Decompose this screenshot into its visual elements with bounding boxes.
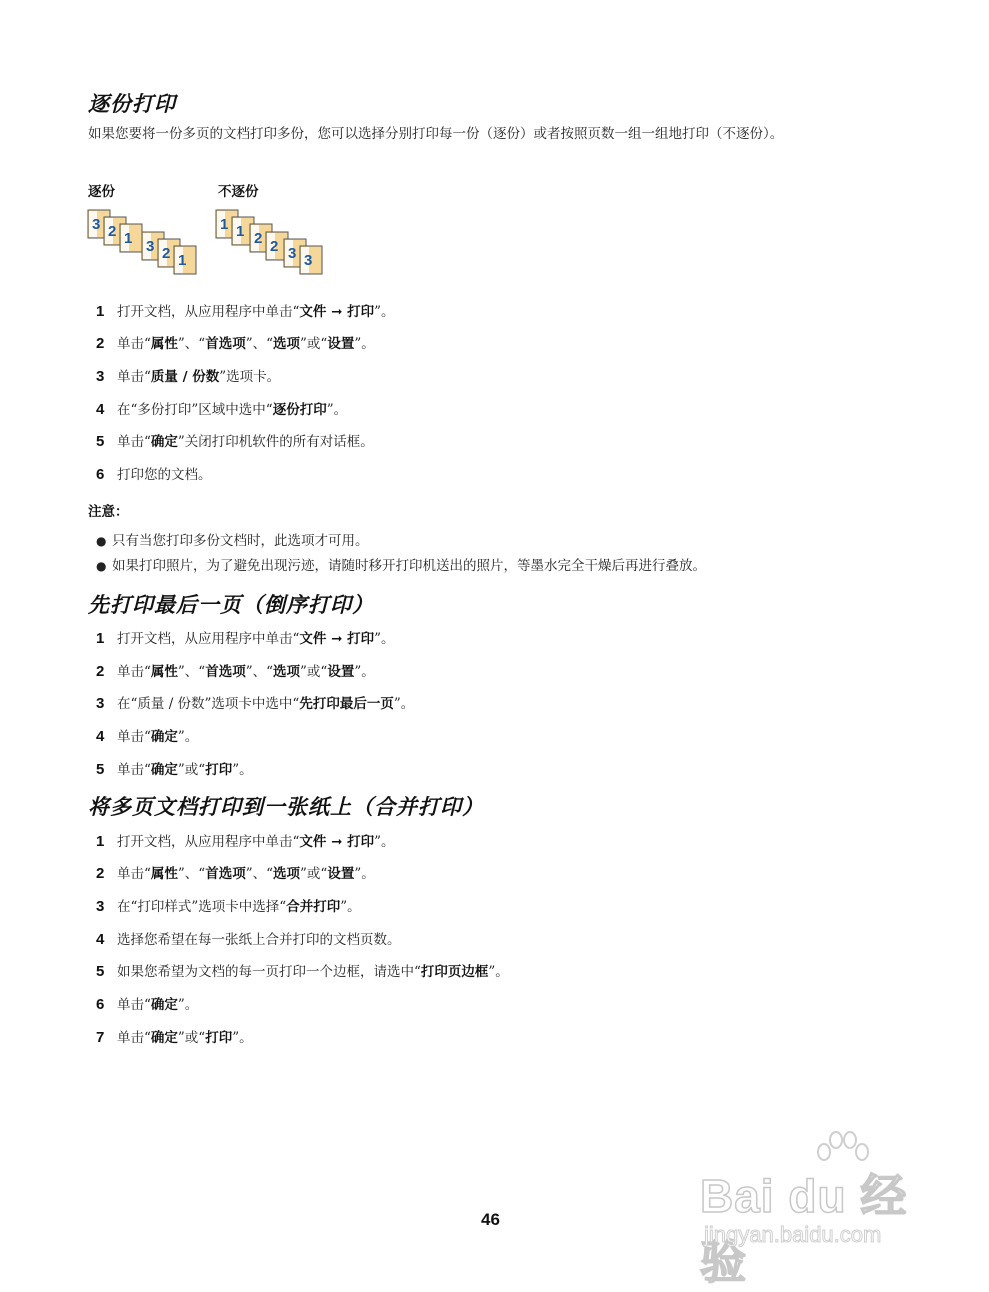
step-text-part: ”。 <box>374 834 395 850</box>
step-text-part: ”关闭打印机软件的所有对话框。 <box>177 434 374 450</box>
step-number: 3 <box>96 898 105 915</box>
step-text <box>117 932 401 948</box>
section-intro-collate: 如果您要将一份多页的文档打印多份，您可以选择分别打印每一份（逐份）或者按照页数一组一组地打印（不逐份）。 <box>88 126 784 142</box>
step-item <box>96 758 253 780</box>
step-text <box>117 336 375 352</box>
step-text-part: ”。 <box>232 1030 253 1046</box>
step-text <box>117 997 198 1013</box>
note-item: ● 只有当您打印多份文档时，此选项才可用。 <box>96 533 369 549</box>
page-digit: 3 <box>304 252 313 269</box>
step-keyword: 属性 <box>150 336 178 352</box>
step-text <box>117 1030 253 1046</box>
step-keyword: 确定 <box>150 1030 178 1046</box>
page-digit: 3 <box>288 245 297 262</box>
step-number: 1 <box>96 630 105 647</box>
step-keyword: 逐份打印 <box>272 402 327 418</box>
uncollated-pages-illustration <box>214 205 339 275</box>
page-sheet-icon <box>120 224 142 252</box>
step-keyword: 选项 <box>273 866 301 882</box>
step-text-part: ”、“ <box>177 866 206 882</box>
step-item <box>96 960 509 982</box>
step-item <box>96 895 361 917</box>
step-keyword: 设置 <box>327 664 355 680</box>
step-item <box>96 365 280 387</box>
note-title: 注意： <box>88 504 129 520</box>
step-text-part: 打开文档，从应用程序中单击“ <box>117 631 300 647</box>
step-number: 3 <box>96 695 105 712</box>
step-text <box>117 729 198 745</box>
step-text-part: 打开文档，从应用程序中单击“ <box>117 834 300 850</box>
collated-pages-illustration <box>86 205 211 275</box>
step-item <box>96 1026 253 1048</box>
bullet-icon: ● <box>96 559 107 573</box>
step-keyword: 确定 <box>150 434 178 450</box>
step-keyword: 先打印最后一页 <box>299 696 394 712</box>
step-text-part: ”。 <box>354 336 375 352</box>
page-digit: 1 <box>178 252 187 269</box>
step-number: 4 <box>96 728 105 745</box>
step-text <box>117 696 414 712</box>
section-title-reverse: 先打印最后一页（倒序打印） <box>88 593 374 617</box>
step-text <box>117 664 375 680</box>
watermark-brand: Bai du 经验 <box>700 1170 908 1288</box>
step-text-part: ”、“ <box>177 664 206 680</box>
step-number: 4 <box>96 401 105 418</box>
section-title-collate: 逐份打印 <box>88 92 176 116</box>
step-text-part: 单击“ <box>117 1030 151 1046</box>
step-text-part: ”。 <box>393 696 415 712</box>
step-text-part: 单击“ <box>117 434 151 450</box>
step-keyword: 选项 <box>273 336 301 352</box>
step-text-part: ”、“ <box>245 336 274 352</box>
page-digit: 2 <box>162 245 171 262</box>
step-keyword: 确定 <box>150 997 178 1013</box>
watermark-url: jingyan.baidu.com <box>704 1222 882 1247</box>
step-keyword: 首选项 <box>205 866 246 882</box>
page-sheet-icon <box>300 246 322 274</box>
section-title-nup: 将多页文档打印到一张纸上（合并打印） <box>88 795 484 819</box>
step-keyword: 首选项 <box>205 664 246 680</box>
step-text-part: 如果您希望为文档的每一页打印一个边框，请选中“ <box>117 964 421 980</box>
step-item <box>96 993 198 1015</box>
figure-label-uncollated: 不逐份 <box>218 184 259 200</box>
step-text-part: 在“质量 / 份数”选项卡中选中“ <box>117 696 300 712</box>
page-digit: 2 <box>270 238 279 255</box>
page-digit: 3 <box>92 216 101 233</box>
step-text-part: ”或“ <box>300 664 328 680</box>
step-item <box>96 463 212 485</box>
step-item <box>96 332 375 354</box>
bullet-icon: ● <box>96 534 107 548</box>
step-number: 7 <box>96 1029 105 1046</box>
step-item <box>96 430 374 452</box>
step-keyword: 属性 <box>150 866 178 882</box>
step-text <box>117 866 375 882</box>
step-text <box>117 304 395 320</box>
page-digit: 2 <box>254 230 263 247</box>
step-number: 6 <box>96 466 105 483</box>
step-text-part: ”。 <box>354 664 375 680</box>
step-number: 2 <box>96 335 105 352</box>
step-text-part: ”。 <box>340 899 361 915</box>
step-text-part: ”、“ <box>245 664 274 680</box>
step-item <box>96 692 414 714</box>
step-text-part: 单击“ <box>117 369 151 385</box>
step-number: 1 <box>96 833 105 850</box>
step-text-part: ”。 <box>374 631 395 647</box>
step-keyword: 确定 <box>150 762 178 778</box>
figure-label-collated: 逐份 <box>88 184 115 200</box>
step-text-part: ”、“ <box>245 866 274 882</box>
step-number: 5 <box>96 433 105 450</box>
step-item <box>96 660 375 682</box>
step-text <box>117 434 374 450</box>
step-text-part: ”或“ <box>177 1030 206 1046</box>
step-text <box>117 631 395 647</box>
step-keyword: 合并打印 <box>286 899 341 915</box>
step-keyword: 设置 <box>327 336 355 352</box>
step-keyword: 设置 <box>327 866 355 882</box>
step-item <box>96 830 395 852</box>
step-text-part: ”。 <box>354 866 375 882</box>
step-text-part: 单击“ <box>117 997 151 1013</box>
step-text-part: ”。 <box>177 729 199 745</box>
step-text-part: ”选项卡。 <box>219 369 281 385</box>
step-keyword: 打印 <box>205 1030 233 1046</box>
step-text-part: ”或“ <box>300 866 328 882</box>
step-text <box>117 762 253 778</box>
page-number: 46 <box>481 1210 500 1229</box>
step-text <box>117 899 361 915</box>
step-text-part: ”或“ <box>177 762 206 778</box>
step-keyword: 选项 <box>273 664 301 680</box>
step-text-part: 单击“ <box>117 336 151 352</box>
step-text-part: 打开文档，从应用程序中单击“ <box>117 304 300 320</box>
step-item <box>96 725 198 747</box>
step-text-part: 单击“ <box>117 762 151 778</box>
step-text-part: ”。 <box>326 402 348 418</box>
step-number: 4 <box>96 931 105 948</box>
step-item <box>96 627 395 649</box>
step-text <box>117 369 280 385</box>
step-text-part: ”。 <box>374 304 395 320</box>
step-text-part: 单击“ <box>117 664 151 680</box>
page-digit: 2 <box>108 223 117 240</box>
step-keyword: 文件 ➞ 打印 <box>299 631 375 647</box>
step-text-part: 单击“ <box>117 729 151 745</box>
step-text-part: ”、“ <box>177 336 206 352</box>
step-number: 5 <box>96 761 105 778</box>
page-digit: 1 <box>236 223 245 240</box>
step-keyword: 文件 ➞ 打印 <box>299 304 375 320</box>
step-text-part: 单击“ <box>117 866 151 882</box>
step-keyword: 确定 <box>150 729 178 745</box>
step-keyword: 打印 <box>205 762 233 778</box>
step-item <box>96 398 347 420</box>
step-text <box>117 834 395 850</box>
page-sheet-icon <box>174 246 196 274</box>
step-text-part: 在“多份打印”区域中选中“ <box>117 402 273 418</box>
step-item <box>96 862 375 884</box>
step-text-part: 打印您的文档。 <box>117 467 212 483</box>
step-item <box>96 300 395 322</box>
step-text <box>117 964 509 980</box>
step-keyword: 打印页边框 <box>420 964 489 980</box>
step-keyword: 属性 <box>150 664 178 680</box>
page-digit: 1 <box>220 216 229 233</box>
step-item <box>96 928 401 950</box>
step-keyword: 文件 ➞ 打印 <box>299 834 375 850</box>
step-number: 6 <box>96 996 105 1013</box>
step-text-part: ”或“ <box>300 336 328 352</box>
step-text-part: ”。 <box>488 964 509 980</box>
step-number: 1 <box>96 303 105 320</box>
step-text-part: 在“打印样式”选项卡中选择“ <box>117 899 287 915</box>
page-digit: 1 <box>124 230 133 247</box>
step-text-part: 选择您希望在每一张纸上合并打印的文档页数。 <box>117 932 401 948</box>
step-keyword: 首选项 <box>205 336 246 352</box>
step-number: 2 <box>96 865 105 882</box>
step-text <box>117 402 347 418</box>
note-item: ● 如果打印照片，为了避免出现污迹，请随时移开打印机送出的照片，等墨水完全干燥后再进行叠放。 <box>96 558 706 574</box>
step-text-part: ”。 <box>177 997 199 1013</box>
step-keyword: 质量 / 份数 <box>150 369 220 385</box>
step-text <box>117 467 212 483</box>
step-number: 2 <box>96 663 105 680</box>
step-text-part: ”。 <box>232 762 253 778</box>
watermark <box>690 1130 940 1288</box>
step-number: 3 <box>96 368 105 385</box>
page-digit: 3 <box>146 238 155 255</box>
step-number: 5 <box>96 963 105 980</box>
